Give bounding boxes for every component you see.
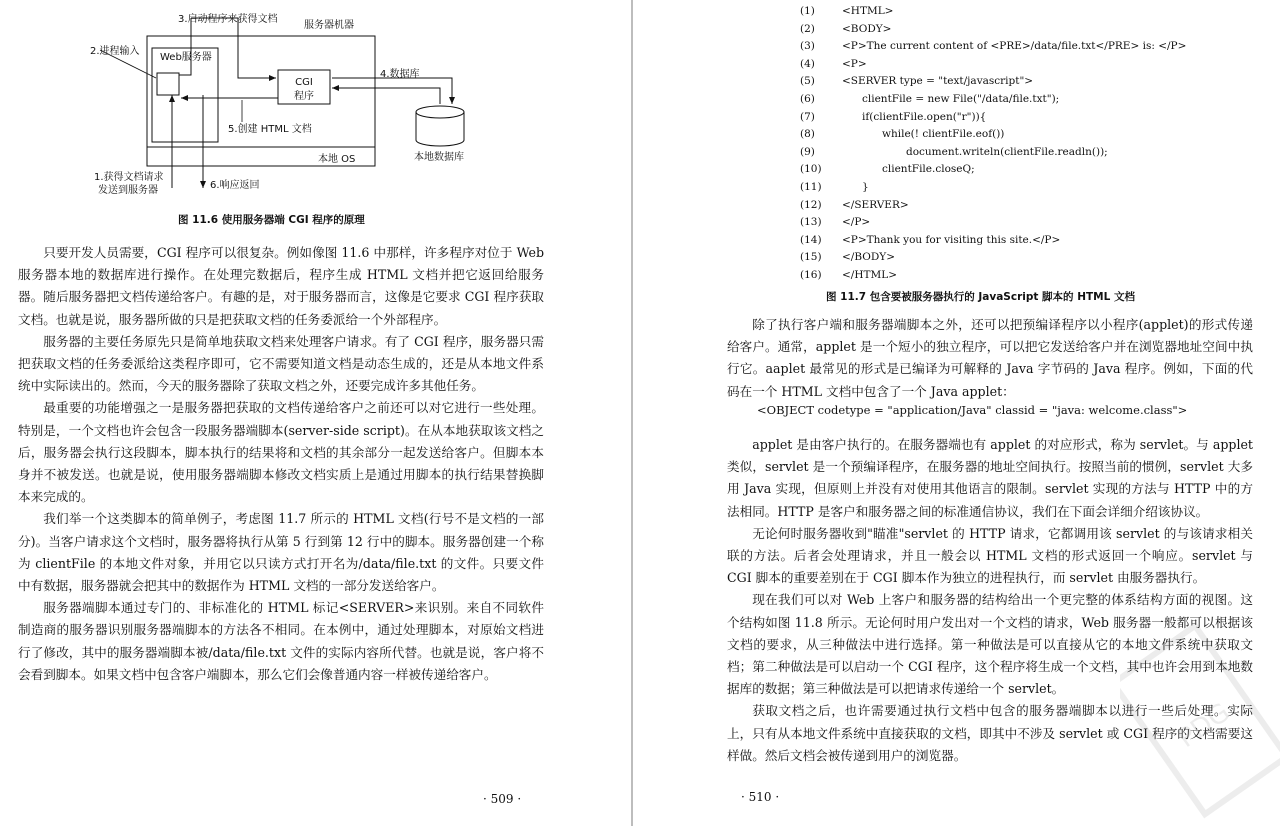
code-line: [800, 181, 1260, 199]
paragraph: 获取文档之后，也许需要通过执行文档中包含的服务器端脚本以进行一些后处理。实际上，只有从本地文件系统中直接获取的文档，即其中不涉及 servlet 或 CGI 程序的文档需要这样做。然后文档会被传递到用户的浏览器。: [727, 703, 1253, 763]
code-line: [800, 269, 1260, 287]
code-line: [800, 93, 1260, 111]
code-line-text: <P>: [842, 57, 867, 70]
label-web-server: Web服务器: [160, 52, 212, 63]
label-step1-line1: 1.获得文档请求: [94, 172, 164, 183]
label-cgi-line2: 程序: [294, 91, 314, 102]
watermark-text: PDG: [1172, 697, 1236, 755]
code-line: [800, 234, 1260, 252]
label-step4: 4.数据库: [380, 69, 420, 80]
code-line-text: </BODY>: [842, 251, 896, 264]
code-line-number: (6): [800, 92, 815, 105]
right-body-text: [727, 434, 1253, 767]
paragraph: 除了执行客户端和服务器端脚本之外，还可以把预编译程序以小程序(applet)的形式传递给客户。通常，applet 是一个短小的独立程序，可以把它发送给客户并在浏览器地址空间中执行它。aaplet 最常见的形式是已编译为可解释的 Java 字节码的 Java 程序。例如，下面的代码在一个 HTML 文档中包含了一个 Java applet：: [727, 317, 1253, 399]
code-line-text: <P>The current content of <PRE>/data/file.txt</PRE> is: </P>: [842, 40, 1187, 53]
label-step6: 6.响应返回: [210, 180, 260, 191]
database-icon: [416, 106, 464, 146]
label-step5: 5.创建 HTML 文档: [228, 124, 312, 135]
figure-11-6-diagram: [60, 8, 520, 202]
code-line: [800, 40, 1260, 58]
figure-11-7-caption: 图 11.7 包含要被服务器执行的 JavaScript 脚本的 HTML 文档: [826, 291, 1135, 303]
code-line-text: clientFile.closeQ;: [882, 163, 975, 176]
code-line-number: (8): [800, 128, 815, 141]
code-line: [800, 251, 1260, 269]
code-line: [800, 199, 1260, 217]
code-line: [800, 146, 1260, 164]
code-line-number: (2): [800, 22, 815, 35]
code-line-text: clientFile = new File("/data/file.txt");: [862, 92, 1060, 105]
code-line-number: (5): [800, 75, 815, 88]
page-number: · 510 ·: [741, 790, 780, 804]
label-cgi-line1: CGI: [295, 77, 313, 88]
label-local-db: 本地数据库: [414, 152, 464, 163]
code-line-number: (3): [800, 40, 815, 53]
object-tag-snippet: <OBJECT codetype = "application/Java" classid = "java: welcome.class">: [757, 403, 1188, 417]
code-line-number: (7): [800, 110, 815, 123]
code-line-text: <P>Thank you for visiting this site.</P>: [842, 233, 1061, 246]
code-line-number: (11): [800, 180, 822, 193]
code-line-number: (12): [800, 198, 822, 211]
paragraph: 我们举一个这类脚本的简单例子，考虑图 11.7 所示的 HTML 文档(行号不是文档的一部分)。当客户请求这个文档时，服务器将执行从第 5 行到第 12 行中的脚本。服务器创建一个称为 clientFile 的本地文件对象，并用它以只读方式打开名为/data/file.txt 的文件。只要文件中有数据，服务器就会把其中的数据作为 HTML 文档的一部分发送给客户。: [18, 511, 544, 594]
code-line-number: (9): [800, 145, 815, 158]
code-line: [800, 23, 1260, 41]
database-to-cgi-arrow: [332, 88, 440, 104]
start-program-line: [179, 18, 191, 75]
process-square: [157, 73, 179, 95]
code-line: [800, 128, 1260, 146]
code-line-text: <BODY>: [842, 22, 892, 35]
code-line-number: (16): [800, 268, 822, 281]
left-body-text: [18, 242, 544, 686]
code-line-text: </SERVER>: [842, 198, 909, 211]
paragraph: 只要开发人员需要，CGI 程序可以很复杂。例如像图 11.6 中那样，许多程序对位于 Web 服务器本地的数据库进行操作。在处理完数据后，程序生成 HTML 文档并把它返回给服务器。随后服务器把文档传递给客户。有趣的是，对于服务器而言，这像是它要求 CGI 程序获取文档。也就是说，服务器所做的只是把获取文档的任务委派给一个外部程序。: [18, 245, 544, 327]
paragraph: 现在我们可以对 Web 上客户和服务器的结构给出一个更完整的体系结构方面的视图。这个结构如图 11.8 所示。无论何时用户发出对一个文档的请求，Web 服务器一般都可以根据该文档的要求，从三种做法中进行选择。第一种做法是可以直接从它的本地文件系统中获取文档；第二种做法是可以启动一个 CGI 程序，这个程序将生成一个文档，其中也许会用到本地数据库的数据；第三种做法是可以把请求传递给一个 servlet。: [727, 592, 1253, 697]
paragraph: 服务器的主要任务原先只是简单地获取文档来处理客户请求。有了 CGI 程序，服务器只需把获取文档的任务委派给这类程序即可，它不需要知道文档是动态生成的，还是从本地文件系统中实际读出的。然而，今天的服务器除了获取文档之外，还要完成许多其他任务。: [18, 333, 544, 394]
code-line-number: (1): [800, 5, 815, 17]
label-step2: 2.进程输入: [90, 46, 140, 57]
right-body-text-intro: [727, 314, 1253, 403]
paragraph: 最重要的功能增强之一是服务器把获取的文档传递给客户之前还可以对它进行一些处理。特别是，一个文档也许会包含一段服务器端脚本(server-side script)。在从本地获取该文档之后，服务器会执行这段脚本，脚本执行的结果将和文档的其余部分一起发送给客户。但脚本本身并不被发送。也就是说，使用服务器端脚本修改文档实质上是通过用脚本的执行结果替换脚本来完成的。: [18, 400, 544, 505]
left-page: [0, 0, 632, 826]
code-line: [800, 111, 1260, 129]
code-line: [800, 163, 1260, 181]
code-line-text: <SERVER type = "text/javascript">: [842, 75, 1034, 88]
code-line-text: if(clientFile.open("r")){: [862, 110, 987, 123]
code-line-number: (4): [800, 57, 815, 70]
code-line-number: (15): [800, 251, 822, 264]
code-line-text: document.writeln(clientFile.readln());: [906, 145, 1108, 158]
paragraph: 服务器端脚本通过专门的、非标准化的 HTML 标记<SERVER>来识别。来自不同软件制造商的服务器识别服务器端脚本的方法各不相同。在本例中，通过处理脚本，对原始文档进行了修改，其中的服务器端脚本被/data/file.txt 文件的实际内容所代替。也就是说，客户将不会看到脚本。如果文档中包含客户端脚本，那么它们会像普通内容一样被传递给客户。: [18, 600, 544, 682]
code-line-text: <HTML>: [842, 5, 894, 17]
code-line: [800, 216, 1260, 234]
page-number: · 509 ·: [483, 792, 522, 806]
paragraph: 无论何时服务器收到"瞄准"servlet 的 HTTP 请求，它都调用该 servlet 的与该请求相关联的方法。后者会处理请求，并且一般会以 HTML 文档的形式返回一个响应。servlet 与 CGI 脚本的重要差别在于 CGI 脚本作为独立的进程执行，而 servlet 由服务器执行。: [727, 525, 1253, 586]
code-line-text: }: [862, 180, 869, 193]
cgi-to-database-arrow: [332, 78, 452, 104]
code-line: [800, 58, 1260, 76]
figure-11-6-caption: 图 11.6 使用服务器端 CGI 程序的原理: [178, 214, 365, 226]
figure-11-7-code: [800, 5, 1260, 287]
label-server-machine: 服务器机器: [304, 20, 354, 31]
code-line-number: (10): [800, 163, 822, 176]
paragraph: applet 是由客户执行的。在服务器端也有 applet 的对应形式，称为 servlet。与 applet 类似，servlet 是一个预编译程序，在服务器的地址空间执行。按照当前的惯例，servlet 大多用 Java 实现，但原则上并没有对使用其他语言的限制。servlet 实现的方法与 HTTP 中的方法相同。HTTP 是客户和服务器之间的标准通信协议，我们在下面会详细介绍该协议。: [727, 437, 1253, 519]
label-step1-line2: 发送到服务器: [98, 185, 158, 196]
label-local-os: 本地 OS: [318, 154, 356, 165]
code-line-text: </HTML>: [842, 268, 898, 281]
code-line: [800, 75, 1260, 93]
code-line-text: </P>: [842, 216, 871, 229]
code-line-number: (14): [800, 233, 822, 246]
code-line: [800, 5, 1260, 23]
label-step3: 3.启动程序来获得文档: [178, 14, 278, 25]
code-line-number: (13): [800, 216, 822, 229]
code-line-text: while(! clientFile.eof()): [882, 128, 1005, 141]
